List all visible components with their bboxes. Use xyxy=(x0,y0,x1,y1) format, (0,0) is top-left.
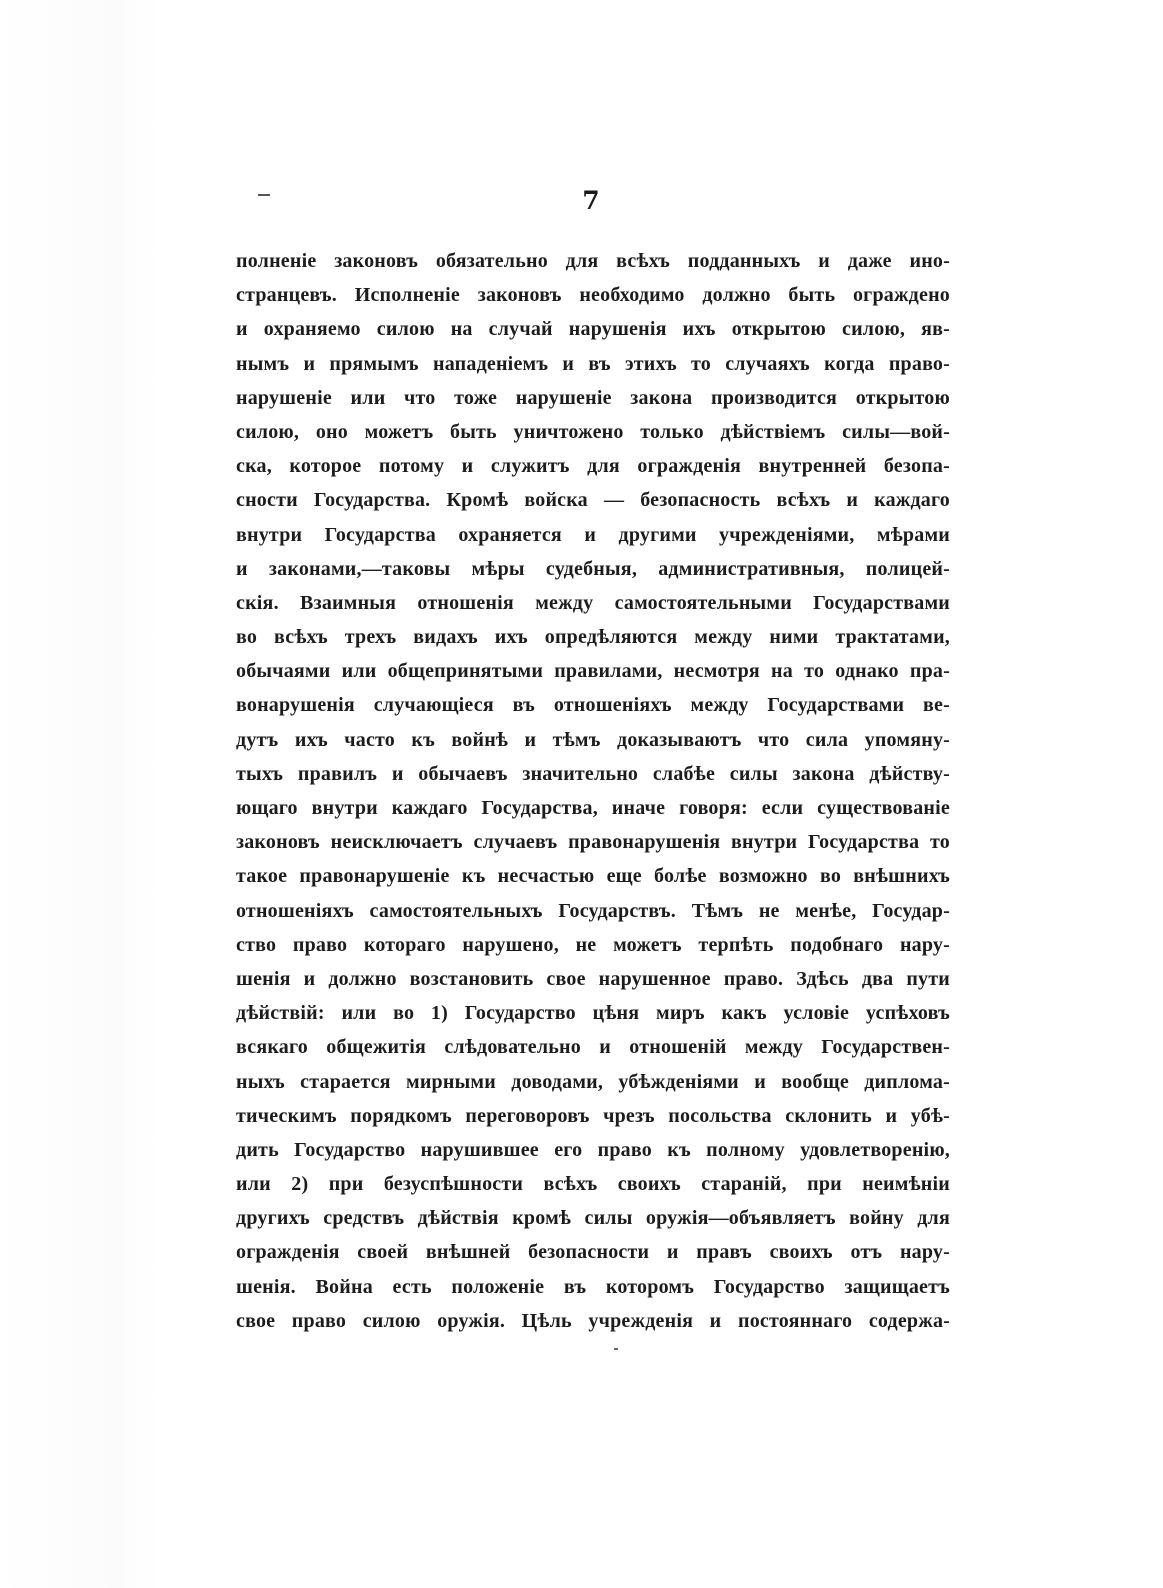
text-line: тическимъ порядкомъ переговоровъ чрезъ посольства склонить и убѣ- xyxy=(236,1104,950,1127)
text-line: свое право силою оружія. Цѣль учрежденія и постояннаго содержа- xyxy=(236,1309,950,1332)
text-line: нымъ и прямымъ нападеніемъ и въ этихъ то случаяхъ когда право- xyxy=(236,352,950,375)
text-line: и охраняемо силою на случай нарушенія ихъ открытою силою, яв- xyxy=(236,318,950,341)
text-line: дить Государство нарушившее его право къ полному удовлетворенію, xyxy=(236,1138,950,1161)
text-line: всякаго общежитія слѣдовательно и отношеній между Государствен- xyxy=(236,1036,950,1059)
text-line: дѣйствій: или во 1) Государство цѣня миръ какъ условіе успѣховъ xyxy=(236,1002,950,1025)
text-line: и законами,—таковы мѣры судебныя, административныя, полицей- xyxy=(236,557,950,580)
text-line: вонарушенія случающіеся въ отношеніяхъ между Государствами ве- xyxy=(236,694,950,717)
text-line: внутри Государства охраняется и другими учрежденіями, мѣрами xyxy=(236,523,950,546)
text-line: или 2) при безуспѣшности всѣхъ своихъ стараній, при неимѣніи xyxy=(236,1173,950,1196)
page-number: 7 xyxy=(582,186,600,215)
stray-dot xyxy=(614,1348,618,1350)
text-line: законовъ неисключаетъ случаевъ правонарушенія внутри Государства то xyxy=(236,831,950,854)
text-line: ска, которое потому и служитъ для огражденія внутренней безопа- xyxy=(236,455,950,478)
text-line: другихъ средствъ дѣйствія кромѣ силы оружія—объявляетъ войну для xyxy=(236,1207,950,1230)
text-line: огражденія своей внѣшней безопасности и правъ своихъ отъ нару- xyxy=(236,1241,950,1264)
text-line: полненіе законовъ обязательно для всѣхъ подданныхъ и даже ино- xyxy=(236,250,950,272)
text-line: силою, оно можетъ быть уничтожено только дѣйствіемъ силы—вой- xyxy=(236,420,950,443)
text-line: ныхъ старается мирными доводами, убѣжденіями и вообще диплома- xyxy=(236,1070,950,1093)
text-line: такое правонарушеніе къ несчастью еще болѣе возможно во внѣшнихъ xyxy=(236,865,950,888)
text-line: странцевъ. Исполненіе законовъ необходимо должно быть ограждено xyxy=(236,284,950,307)
stray-mark xyxy=(258,194,270,196)
text-line: нарушеніе или что тоже нарушеніе закона производится открытою xyxy=(236,386,950,409)
text-line: тыхъ правилъ и обычаевъ значительно слабѣе силы закона дѣйству- xyxy=(236,762,950,785)
text-line: ство право котораго нарушено, не можетъ терпѣть подобнаго нару- xyxy=(236,933,950,956)
text-line: во всѣхъ трехъ видахъ ихъ опредѣляются между ними трактатами, xyxy=(236,626,950,649)
text-line: обычаями или общепринятыми правилами, несмотря на то однако пра- xyxy=(236,660,950,683)
body-text xyxy=(236,244,950,1338)
text-line: скія. Взаимныя отношенія между самостоятельными Государствами xyxy=(236,591,950,614)
text-line: сности Государства. Кромѣ войска — безопасность всѣхъ и каждаго xyxy=(236,489,950,512)
text-line: шенія и должно возстановить свое нарушенное право. Здѣсь два пути xyxy=(236,967,950,990)
text-line: ющаго внутри каждаго Государства, иначе говоря: если существованіе xyxy=(236,797,950,819)
text-line: шенія. Война есть положеніе въ которомъ Государство защищаетъ xyxy=(236,1275,950,1298)
text-line: дутъ ихъ часто къ войнѣ и тѣмъ доказываютъ что сила упомяну- xyxy=(236,728,950,751)
text-line: отношеніяхъ самостоятельныхъ Государствъ. Тѣмъ не менѣе, Государ- xyxy=(236,899,950,922)
